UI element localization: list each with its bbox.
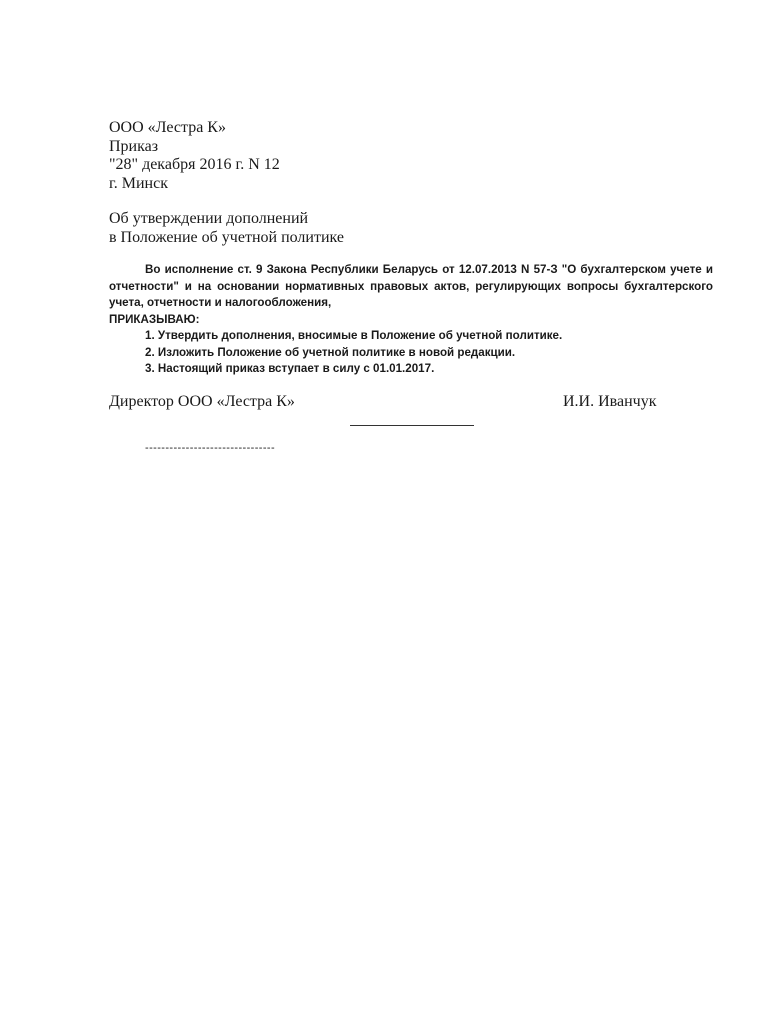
- order-item-3: 3. Настоящий приказ вступает в силу с 01.01.2017.: [145, 362, 435, 375]
- order-item-1: 1. Утвердить дополнения, вносимые в Положение об учетной политике.: [145, 329, 563, 342]
- document-type: Приказ: [109, 137, 159, 155]
- document-header: [109, 118, 280, 192]
- separator-dashes: --------------------------------: [145, 442, 276, 454]
- order-item-2: 2. Изложить Положение об учетной политике в новой редакции.: [145, 345, 516, 359]
- signature-line: [350, 425, 474, 426]
- document-title: [109, 209, 344, 246]
- signatory-position: Директор ООО «Лестра К»: [109, 393, 295, 410]
- document-city: г. Минск: [109, 174, 168, 192]
- document-body: [109, 262, 713, 378]
- company-name: ООО «Лестра К»: [109, 119, 226, 136]
- preamble-paragraph: Во исполнение ст. 9 Закона Республики Беларусь от 12.07.2013 N 57-З "О бухгалтерском учете и отчетности" и на основании нормативных правовых актов, регулирующих вопросы бухгалтерского учета, отчетности и налогообложения,: [109, 263, 713, 309]
- signatory-name: И.И. Иванчук: [563, 393, 657, 410]
- document-date-number: "28" декабря 2016 г. N 12: [109, 156, 280, 173]
- title-line-1: Об утверждении дополнений: [109, 210, 309, 227]
- order-word: ПРИКАЗЫВАЮ:: [109, 312, 200, 326]
- title-line-2: в Положение об учетной политике: [109, 228, 344, 246]
